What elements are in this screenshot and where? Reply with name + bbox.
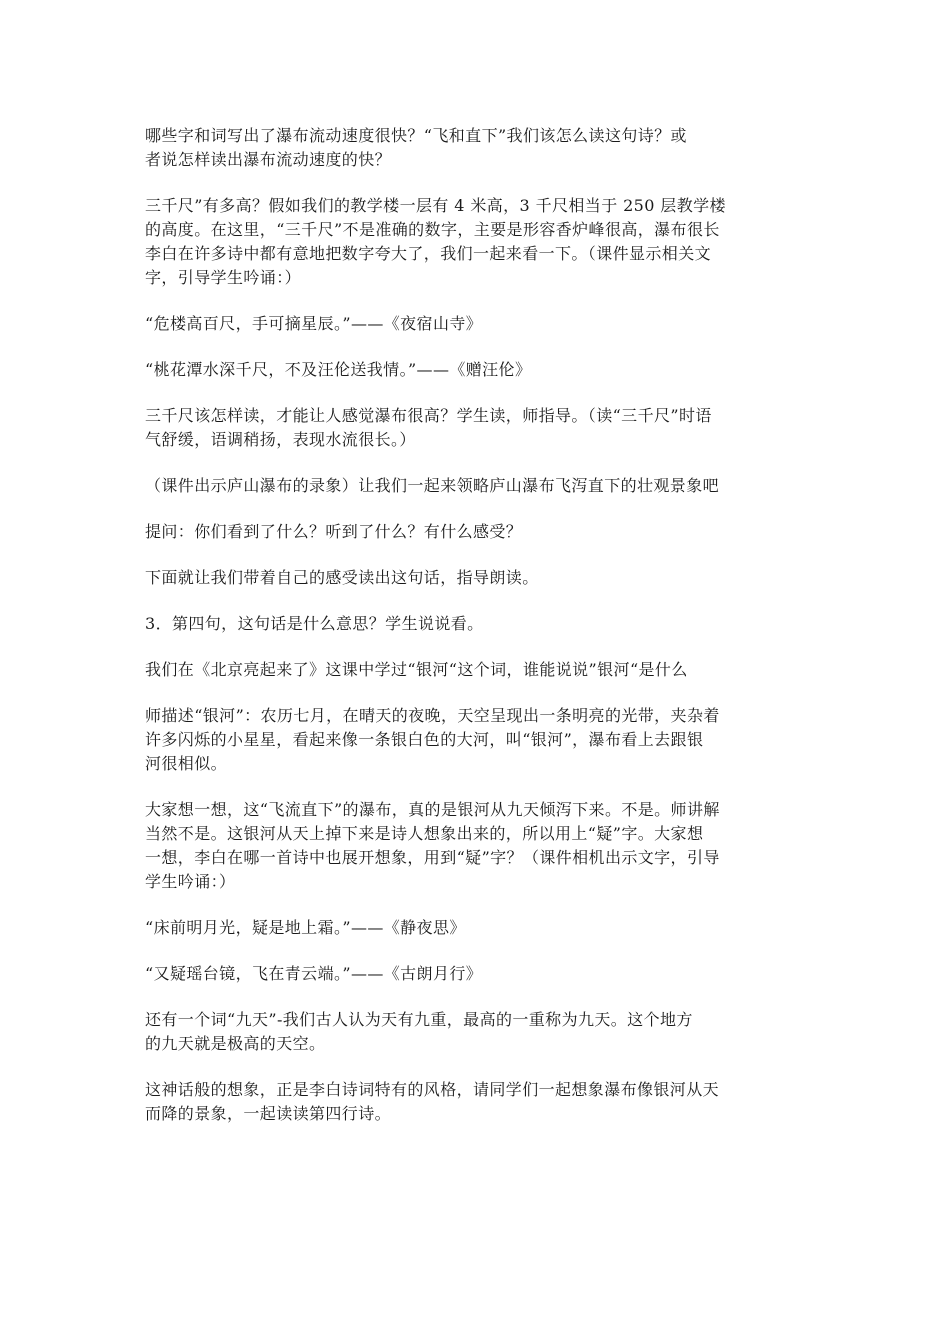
text-line: 李白在许多诗中都有意地把数字夸大了，我们一起来看一下。（课件显示相关文 — [145, 244, 712, 263]
text-line: 当然不是。这银河从天上掉下来是诗人想象出来的，所以用上“疑”字。大家想 — [145, 824, 704, 843]
text-line: 哪些字和词写出了瀑布流动速度很快？“飞和直下”我们该怎么读这句诗？或 — [145, 126, 687, 145]
paragraph — [145, 962, 810, 986]
paragraph — [145, 566, 810, 590]
paragraph — [145, 1008, 810, 1056]
text-line: 3．第四句，这句话是什么意思？学生说说看。 — [145, 614, 484, 633]
text-line: 三千尺该怎样读，才能让人感觉瀑布很高？学生读，师指导。（读“三千尺”时语 — [145, 406, 712, 425]
paragraph — [145, 404, 810, 452]
text-line: 大家想一想，这“飞流直下”的瀑布，真的是银河从九天倾泻下来。不是。师讲解 — [145, 800, 720, 819]
document-body — [145, 124, 810, 1148]
text-line: 这神话般的想象，正是李白诗词特有的风格，请同学们一起想象瀑布像银河从天 — [145, 1080, 720, 1099]
paragraph — [145, 520, 810, 544]
text-line: “床前明月光，疑是地上霜。”——《静夜思》 — [145, 918, 466, 937]
text-line: 字，引导学生吟诵：） — [145, 268, 302, 287]
paragraph — [145, 474, 810, 498]
text-line: “桃花潭水深千尺，不及汪伦送我情。”——《赠汪伦》 — [145, 360, 532, 379]
text-line: 的九天就是极高的天空。 — [145, 1034, 326, 1053]
text-line: 提问：你们看到了什么？听到了什么？有什么感受？ — [145, 522, 523, 541]
paragraph — [145, 704, 810, 776]
text-line: 师描述“银河”：农历七月，在晴天的夜晚，天空呈现出一条明亮的光带，夹杂着 — [145, 706, 720, 725]
paragraph — [145, 1078, 810, 1126]
text-line: “又疑瑶台镜，飞在青云端。”——《古朗月行》 — [145, 964, 483, 983]
paragraph — [145, 798, 810, 894]
paragraph — [145, 194, 810, 290]
paragraph — [145, 612, 810, 636]
text-line: （课件出示庐山瀑布的录象）让我们一起来领略庐山瀑布飞泻直下的壮观景象吧 — [145, 476, 720, 495]
text-line: 我们在《北京亮起来了》这课中学过“银河“这个词，谁能说说”银河“是什么 — [145, 660, 688, 679]
text-line: 下面就让我们带着自己的感受读出这句话，指导朗读。 — [145, 568, 539, 587]
paragraph — [145, 658, 810, 682]
paragraph — [145, 312, 810, 336]
text-line: 者说怎样读出瀑布流动速度的快？ — [145, 150, 392, 169]
text-line: “危楼高百尺，手可摘星辰。”——《夜宿山寺》 — [145, 314, 483, 333]
paragraph — [145, 124, 810, 172]
text-line: 三千尺”有多高？假如我们的教学楼一层有 4 米高，3 千尺相当于 250 层教学楼 — [145, 196, 726, 215]
text-line: 的高度。在这里，“三千尺”不是准确的数字，主要是形容香炉峰很高，瀑布很长 — [145, 220, 720, 239]
paragraph — [145, 916, 810, 940]
text-line: 许多闪烁的小星星，看起来像一条银白色的大河，叫“银河”，瀑布看上去跟银 — [145, 730, 704, 749]
text-line: 而降的景象，一起读读第四行诗。 — [145, 1104, 392, 1123]
text-line: 河很相似。 — [145, 754, 228, 773]
paragraph — [145, 358, 810, 382]
text-line: 学生吟诵：） — [145, 872, 236, 891]
text-line: 一想，李白在哪一首诗中也展开想象，用到“疑”字？（课件相机出示文字，引导 — [145, 848, 720, 867]
text-line: 气舒缓，语调稍扬，表现水流很长。） — [145, 430, 416, 449]
text-line: 还有一个词“九天”-我们古人认为天有九重，最高的一重称为九天。这个地方 — [145, 1010, 693, 1029]
